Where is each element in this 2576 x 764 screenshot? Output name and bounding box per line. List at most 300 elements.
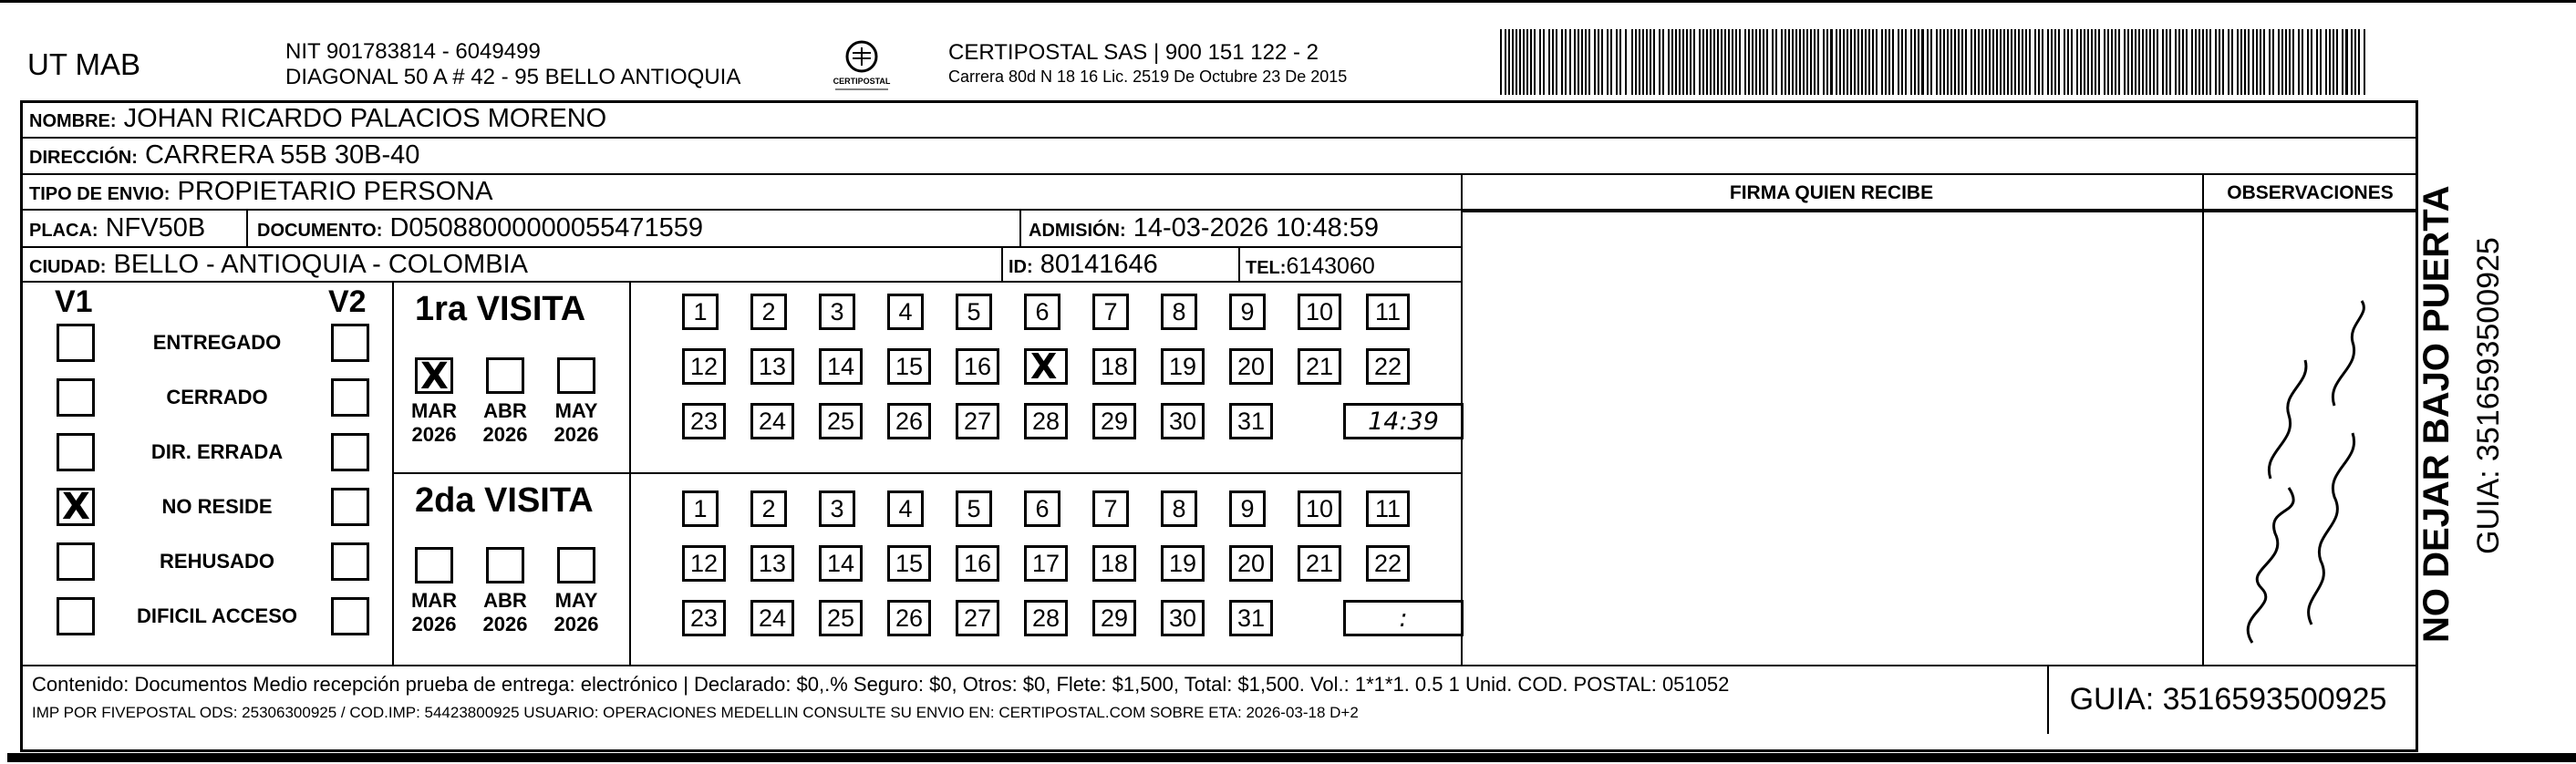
- barcode-bar: [2186, 29, 2188, 95]
- recipient-address-row: [29, 140, 419, 172]
- status-v2-checkbox[interactable]: [331, 433, 369, 471]
- visit1-day-17[interactable]: [1024, 348, 1068, 385]
- visit2-month-label: ABR: [483, 589, 527, 612]
- visit1-day-12[interactable]: 12: [682, 348, 726, 385]
- tel-cell: [1246, 252, 1375, 283]
- document-cell: [257, 213, 703, 245]
- visit2-year-label: 2026: [411, 613, 457, 635]
- barcode-bar: [1574, 29, 1576, 95]
- visit2-day-24[interactable]: 24: [750, 600, 794, 636]
- visit1-time-field[interactable]: 14:39: [1343, 403, 1464, 439]
- visit2-day-20[interactable]: 20: [1229, 545, 1273, 582]
- visit1-day-1[interactable]: 1: [682, 294, 719, 330]
- barcode-bar: [1659, 29, 1660, 95]
- visit1-day-5[interactable]: 5: [956, 294, 992, 330]
- visit1-day-27[interactable]: 27: [956, 403, 999, 439]
- visit2-day-18[interactable]: 18: [1092, 545, 1136, 582]
- visit1-day-20[interactable]: 20: [1229, 348, 1273, 385]
- barcode-bar: [1523, 29, 1525, 95]
- barcode-bar: [1792, 29, 1794, 95]
- visit2-day-6[interactable]: 6: [1024, 490, 1060, 527]
- col-divider: [246, 211, 248, 247]
- visit1-day-19[interactable]: 19: [1161, 348, 1205, 385]
- barcode-bar: [2118, 29, 2120, 95]
- barcode-bar: [1861, 29, 1863, 95]
- license-line: Carrera 80d N 18 16 Lic. 2519 De Octubre 23 De 2015: [948, 67, 1348, 86]
- visit2-day-4[interactable]: 4: [887, 490, 924, 527]
- barcode-bar: [2047, 29, 2049, 95]
- barcode-bar: [2138, 29, 2140, 95]
- barcode-bar: [1766, 29, 1768, 95]
- barcode-bar: [1561, 29, 1563, 95]
- visit2-day-2[interactable]: 2: [750, 490, 787, 527]
- brand-name: UT MAB: [27, 47, 141, 81]
- barcode-bar: [1854, 29, 1856, 95]
- barcode-bar: [1914, 29, 1916, 95]
- barcode-bar: [2178, 29, 2180, 95]
- barcode-bar: [1918, 29, 1919, 95]
- barcode-bar: [1662, 29, 1664, 95]
- visit2-day-25[interactable]: 25: [819, 600, 863, 636]
- visit1-day-23[interactable]: 23: [682, 403, 726, 439]
- visit1-day-9[interactable]: 9: [1229, 294, 1266, 330]
- visit-divider: [392, 472, 1461, 474]
- admission-label: ADMISIÓN:: [1029, 221, 1126, 241]
- barcode-bar: [1650, 29, 1651, 95]
- barcode-bar: [2202, 29, 2204, 95]
- visit1-day-2[interactable]: 2: [750, 294, 787, 330]
- status-v1-checkbox[interactable]: [57, 433, 95, 471]
- barcode-bar: [2231, 29, 2233, 95]
- visit2-day-5[interactable]: 5: [956, 490, 992, 527]
- barcode-bar: [1594, 29, 1596, 95]
- barcode-bar: [1943, 29, 1945, 95]
- barcode-bar: [1578, 29, 1579, 95]
- barcode-bar: [2281, 29, 2283, 95]
- barcode-bar: [2215, 29, 2217, 95]
- sender-info: [285, 39, 740, 90]
- barcode-bar: [2107, 29, 2109, 95]
- barcode-bar: [1898, 29, 1899, 95]
- barcode-bar: [2364, 29, 2365, 95]
- barcode-bar: [1735, 29, 1737, 95]
- visit1-day-26[interactable]: 26: [887, 403, 931, 439]
- barcode-bar: [2018, 29, 2020, 95]
- barcode-bar: [1642, 29, 1644, 95]
- barcode-bar: [1810, 29, 1812, 95]
- barcode-bar: [1910, 29, 1912, 95]
- visit2-day-8[interactable]: 8: [1161, 490, 1197, 527]
- visit1-day-6[interactable]: 6: [1024, 294, 1060, 330]
- row-divider: [20, 246, 1461, 248]
- v1-header: V1: [55, 284, 93, 319]
- status-v1-checkbox[interactable]: [57, 378, 95, 417]
- visit2-day-30[interactable]: 30: [1161, 600, 1205, 636]
- barcode-bar: [1619, 29, 1621, 95]
- visit1-day-13[interactable]: 13: [750, 348, 794, 385]
- barcode-bar: [1876, 29, 1878, 95]
- barcode-bar: [1500, 29, 1502, 95]
- barcode-bar: [2302, 29, 2303, 95]
- barcode-bar: [1519, 29, 1521, 95]
- barcode-bar: [2289, 29, 2291, 95]
- barcode-bar: [1836, 29, 1837, 95]
- barcode-bar: [1526, 29, 1528, 95]
- barcode-bar: [1690, 29, 1691, 95]
- carrier-line: CERTIPOSTAL SAS | 900 151 122 - 2: [948, 40, 1319, 65]
- barcode-bar: [1565, 29, 1567, 95]
- barcode-bar: [1781, 29, 1783, 95]
- footer-imp: IMP POR FIVEPOSTAL ODS: 25306300925 / COD.IMP: 54423800925 USUARIO: OPERACIONES MEDELLIN CONSULTE SU ENVIO EN: CERTIPOSTAL.COM SOBRE ETA: 2026-03-18 D+2: [32, 704, 1359, 721]
- status-v1-checkbox[interactable]: [57, 597, 95, 635]
- visit1-day-29[interactable]: 29: [1092, 403, 1136, 439]
- barcode-bar: [1706, 29, 1708, 95]
- barcode-bar: [1534, 29, 1536, 95]
- visit1-day-7[interactable]: 7: [1092, 294, 1129, 330]
- barcode-bar: [2272, 29, 2274, 95]
- barcode-bar: [1978, 29, 1980, 95]
- barcode-bar: [1950, 29, 1952, 95]
- recipient-address: CARRERA 55B 30B-40: [144, 140, 420, 170]
- barcode-bar: [2038, 29, 2040, 95]
- visit2-day-27[interactable]: 27: [956, 600, 999, 636]
- name-label: NOMBRE:: [29, 111, 117, 131]
- barcode-bar: [2087, 29, 2089, 95]
- barcode-bar: [2051, 29, 2053, 95]
- visit1-day-18[interactable]: 18: [1092, 348, 1136, 385]
- barcode-bar: [2169, 29, 2171, 95]
- barcode-bar: [2345, 29, 2348, 95]
- barcode-bar: [1872, 29, 1874, 95]
- barcode-bar: [1806, 29, 1808, 95]
- barcode-bar: [2166, 29, 2167, 95]
- visit2-title: 2da VISITA: [415, 481, 594, 520]
- visit1-day-16[interactable]: 16: [956, 348, 999, 385]
- barcode-bar: [1755, 29, 1757, 95]
- visit2-day-21[interactable]: 21: [1298, 545, 1341, 582]
- visit1-day-3[interactable]: 3: [819, 294, 855, 330]
- barcode-bar: [2182, 29, 2184, 95]
- barcode-bar: [2195, 29, 2197, 95]
- visit2-day-17[interactable]: 17: [1024, 545, 1068, 582]
- barcode-bar: [1989, 29, 1991, 95]
- barcode-bar: [1850, 29, 1852, 95]
- col-divider: [1019, 211, 1021, 247]
- barcode-bar: [1981, 29, 1983, 95]
- bottom-edge: [7, 753, 2576, 762]
- barcode-bar: [2320, 29, 2322, 95]
- barcode-bar: [2149, 29, 2151, 95]
- barcode-bar: [1748, 29, 1750, 95]
- tel-label: TEL:: [1246, 258, 1287, 278]
- city-cell: [29, 250, 528, 282]
- barcode-bar: [1682, 29, 1684, 95]
- barcode-bar: [1710, 29, 1712, 95]
- visit2-day-13[interactable]: 13: [750, 545, 794, 582]
- barcode-bar: [1927, 29, 1929, 95]
- visit1-day-10[interactable]: 10: [1298, 294, 1341, 330]
- visit2-day-22[interactable]: 22: [1366, 545, 1410, 582]
- guia-number: GUIA: 3516593500925: [2047, 666, 2407, 734]
- status-v1-checkbox[interactable]: [57, 542, 95, 581]
- barcode-bar: [1996, 29, 1998, 95]
- barcode-bar: [2007, 29, 2009, 95]
- top-rule: [0, 0, 2576, 3]
- status-v2-checkbox[interactable]: [331, 542, 369, 581]
- visit1-day-21[interactable]: 21: [1298, 348, 1341, 385]
- visit1-day-14[interactable]: 14: [819, 348, 863, 385]
- barcode-bar: [1556, 29, 1557, 95]
- plate-label: PLACA:: [29, 221, 98, 241]
- barcode-bar: [1843, 29, 1845, 95]
- visit1-day-28[interactable]: 28: [1024, 403, 1068, 439]
- visit1-year-label: 2026: [411, 423, 457, 446]
- shipment-type-row: [29, 177, 492, 209]
- barcode-bar: [1569, 29, 1571, 95]
- visit2-day-9[interactable]: 9: [1229, 490, 1266, 527]
- v2-header: V2: [328, 284, 367, 319]
- status-v1-checkbox[interactable]: [57, 488, 95, 526]
- barcode-bar: [1516, 29, 1517, 95]
- barcode-bar: [2342, 29, 2343, 95]
- barcode-bar: [2329, 29, 2331, 95]
- barcode-bar: [2269, 29, 2271, 95]
- visit2-year-label: 2026: [482, 613, 528, 635]
- barcode-bar: [1668, 29, 1670, 95]
- visit2-day-23[interactable]: 23: [682, 600, 726, 636]
- barcode-bar: [2228, 29, 2229, 95]
- visit2-day-3[interactable]: 3: [819, 490, 855, 527]
- barcode-bar: [2285, 29, 2287, 95]
- barcode-bar: [1901, 29, 1903, 95]
- barcode-bar: [1505, 29, 1506, 95]
- visit1-day-8[interactable]: 8: [1161, 294, 1197, 330]
- visit1-month-label: MAR: [410, 399, 458, 422]
- barcode-bar: [2153, 29, 2155, 95]
- certipostal-logo-icon: [830, 36, 894, 95]
- barcode-bar: [2034, 29, 2036, 95]
- visit2-day-1[interactable]: 1: [682, 490, 719, 527]
- barcode-bar: [1721, 29, 1723, 95]
- status-label: NO RESIDE: [161, 495, 273, 518]
- status-v1-checkbox[interactable]: [57, 324, 95, 362]
- barcode-bar: [1888, 29, 1890, 95]
- barcode-bar: [2131, 29, 2133, 95]
- barcode-bar: [1763, 29, 1764, 95]
- barcode-bar: [1985, 29, 1987, 95]
- check-mark: X: [1030, 346, 1058, 387]
- barcode-bar: [1635, 29, 1637, 95]
- signature-header: FIRMA QUIEN RECIBE: [1729, 182, 1934, 203]
- plate-cell: [29, 213, 205, 245]
- visit1-day-31[interactable]: 31: [1229, 403, 1273, 439]
- barcode-bar: [2244, 29, 2246, 95]
- shipment-type: PROPIETARIO PERSONA: [177, 177, 493, 206]
- col-divider: [2202, 173, 2204, 665]
- id-value: 80141646: [1040, 250, 1158, 279]
- barcode-bar: [1598, 29, 1599, 95]
- barcode-bar: [1631, 29, 1633, 95]
- barcode-bar: [1581, 29, 1583, 95]
- handwritten-observation: [2225, 296, 2389, 652]
- status-v2-checkbox[interactable]: [331, 378, 369, 417]
- side-warning: NO DEJAR BAJO PUERTA: [2416, 185, 2457, 643]
- barcode-bar: [2256, 29, 2258, 95]
- visit1-month-checkbox[interactable]: [486, 357, 524, 394]
- observations-header: OBSERVACIONES: [2227, 182, 2394, 203]
- visit2-day-15[interactable]: 15: [887, 545, 931, 582]
- logo-text: CERTIPOSTAL: [833, 77, 891, 86]
- barcode-bar: [2098, 29, 2100, 95]
- barcode-bar: [1826, 29, 1828, 95]
- barcode-bar: [2127, 29, 2129, 95]
- barcode-bar: [1954, 29, 1956, 95]
- barcode-bar: [1639, 29, 1640, 95]
- barcode-bar: [2237, 29, 2239, 95]
- barcode-bar: [1759, 29, 1761, 95]
- visit1-year-label: 2026: [482, 423, 528, 446]
- barcode-bar: [2298, 29, 2300, 95]
- visit2-month-checkbox[interactable]: [415, 547, 453, 583]
- barcode-bar: [1817, 29, 1819, 95]
- barcode-bar: [2003, 29, 2005, 95]
- side-guia: GUIA: 3516593500925: [2471, 237, 2506, 554]
- city-value: BELLO - ANTIOQUIA - COLOMBIA: [113, 250, 528, 279]
- barcode-bar: [2104, 29, 2105, 95]
- barcode-bar: [1892, 29, 1894, 95]
- visit1-day-4[interactable]: 4: [887, 294, 924, 330]
- visit2-day-19[interactable]: 19: [1161, 545, 1205, 582]
- admission-cell: [1029, 213, 1379, 245]
- barcode-bar: [1971, 29, 1972, 95]
- visit2-month-checkbox[interactable]: [486, 547, 524, 583]
- barcode-bar: [2292, 29, 2294, 95]
- recipient-name-row: [29, 104, 606, 136]
- barcode-bar: [1830, 29, 1833, 95]
- visit2-day-10[interactable]: 10: [1298, 490, 1341, 527]
- document-label: DOCUMENTO:: [257, 221, 383, 241]
- visit1-day-24[interactable]: 24: [750, 403, 794, 439]
- barcode-bar: [2071, 29, 2073, 95]
- barcode-bar: [1508, 29, 1510, 95]
- barcode-bar: [2076, 29, 2078, 95]
- row-divider: [20, 137, 2418, 139]
- document-value: D05088000000055471559: [389, 213, 703, 243]
- barcode-bar: [1585, 29, 1587, 95]
- barcode-bar: [1974, 29, 1976, 95]
- barcode-bar: [2333, 29, 2334, 95]
- city-label: CIUDAD:: [29, 257, 107, 277]
- visit2-day-29[interactable]: 29: [1092, 600, 1136, 636]
- status-label: REHUSADO: [160, 550, 274, 573]
- barcode-bar: [2124, 29, 2126, 95]
- barcode-bar: [2022, 29, 2023, 95]
- barcode-bar: [1702, 29, 1704, 95]
- recipient-name: JOHAN RICARDO PALACIOS MORENO: [123, 104, 607, 133]
- barcode-bar: [2219, 29, 2220, 95]
- visit1-title: 1ra VISITA: [415, 290, 586, 328]
- barcode-bar: [1539, 29, 1541, 95]
- visit1-day-25[interactable]: 25: [819, 403, 863, 439]
- barcode-bar: [1646, 29, 1648, 95]
- barcode-bar: [1744, 29, 1746, 95]
- col-divider: [629, 281, 631, 665]
- visit2-day-7[interactable]: 7: [1092, 490, 1129, 527]
- visit1-month-label: MAY: [554, 399, 598, 422]
- visit2-day-26[interactable]: 26: [887, 600, 931, 636]
- visit2-month-label: MAY: [554, 589, 598, 612]
- visit2-time-field[interactable]: :: [1343, 600, 1464, 636]
- barcode-bar: [1679, 29, 1681, 95]
- visit2-month-checkbox[interactable]: [557, 547, 595, 583]
- visit1-month-checkbox[interactable]: [557, 357, 595, 394]
- barcode-bar: [1881, 29, 1883, 95]
- visit2-day-16[interactable]: 16: [956, 545, 999, 582]
- visit1-day-15[interactable]: 15: [887, 348, 931, 385]
- footer-contents: Contenido: Documentos Medio recepción prueba de entrega: electrónico | Declarado: $0,.% Seguro: $0, Otros: $0, Flete: $1,500, Total: $1,500. Vol.: 1*1*1. 0.5 1 Unid. COD. POSTAL: 051052: [32, 673, 1730, 696]
- barcode-bar: [1958, 29, 1960, 95]
- status-v2-checkbox[interactable]: [331, 597, 369, 635]
- barcode-bar: [1713, 29, 1715, 95]
- visit1-day-22[interactable]: 22: [1366, 348, 1410, 385]
- barcode-bar: [2263, 29, 2265, 95]
- barcode-bar: [2115, 29, 2116, 95]
- barcode-bar: [1772, 29, 1774, 95]
- barcode-bar: [1616, 29, 1618, 95]
- status-v2-checkbox[interactable]: [331, 488, 369, 526]
- barcode-bar: [2278, 29, 2280, 95]
- barcode-bar: [1803, 29, 1805, 95]
- barcode: [1500, 29, 2366, 95]
- status-label: CERRADO: [166, 386, 268, 408]
- status-v2-checkbox[interactable]: [331, 324, 369, 362]
- barcode-bar: [2175, 29, 2177, 95]
- barcode-bar: [1588, 29, 1590, 95]
- visit1-day-11[interactable]: 11: [1366, 294, 1410, 330]
- visit2-day-11[interactable]: 11: [1366, 490, 1410, 527]
- barcode-bar: [1548, 29, 1550, 95]
- col-divider: [1001, 246, 1003, 283]
- barcode-bar: [2095, 29, 2096, 95]
- barcode-bar: [1686, 29, 1688, 95]
- barcode-bar: [2080, 29, 2082, 95]
- barcode-bar: [2067, 29, 2069, 95]
- barcode-bar: [1732, 29, 1733, 95]
- address-label: DIRECCIÓN:: [29, 148, 138, 168]
- barcode-bar: [2206, 29, 2208, 95]
- barcode-bar: [2058, 29, 2060, 95]
- plate-value: NFV50B: [105, 213, 206, 243]
- visit2-day-28[interactable]: 28: [1024, 600, 1068, 636]
- visit1-month-checkbox[interactable]: [415, 356, 453, 397]
- visit1-day-30[interactable]: 30: [1161, 403, 1205, 439]
- barcode-bar: [2091, 29, 2093, 95]
- barcode-bar: [1512, 29, 1514, 95]
- barcode-bar: [2025, 29, 2027, 95]
- visit2-day-31[interactable]: 31: [1229, 600, 1273, 636]
- barcode-bar: [1936, 29, 1938, 95]
- status-label: DIFICIL ACCESO: [136, 604, 297, 627]
- barcode-bar: [2336, 29, 2338, 95]
- barcode-bar: [1814, 29, 1816, 95]
- visit2-day-12[interactable]: 12: [682, 545, 726, 582]
- type-label: TIPO DE ENVIO:: [29, 184, 171, 204]
- barcode-bar: [1961, 29, 1963, 95]
- barcode-bar: [1930, 29, 1932, 95]
- barcode-bar: [2054, 29, 2056, 95]
- barcode-bar: [2198, 29, 2200, 95]
- visit2-day-14[interactable]: 14: [819, 545, 863, 582]
